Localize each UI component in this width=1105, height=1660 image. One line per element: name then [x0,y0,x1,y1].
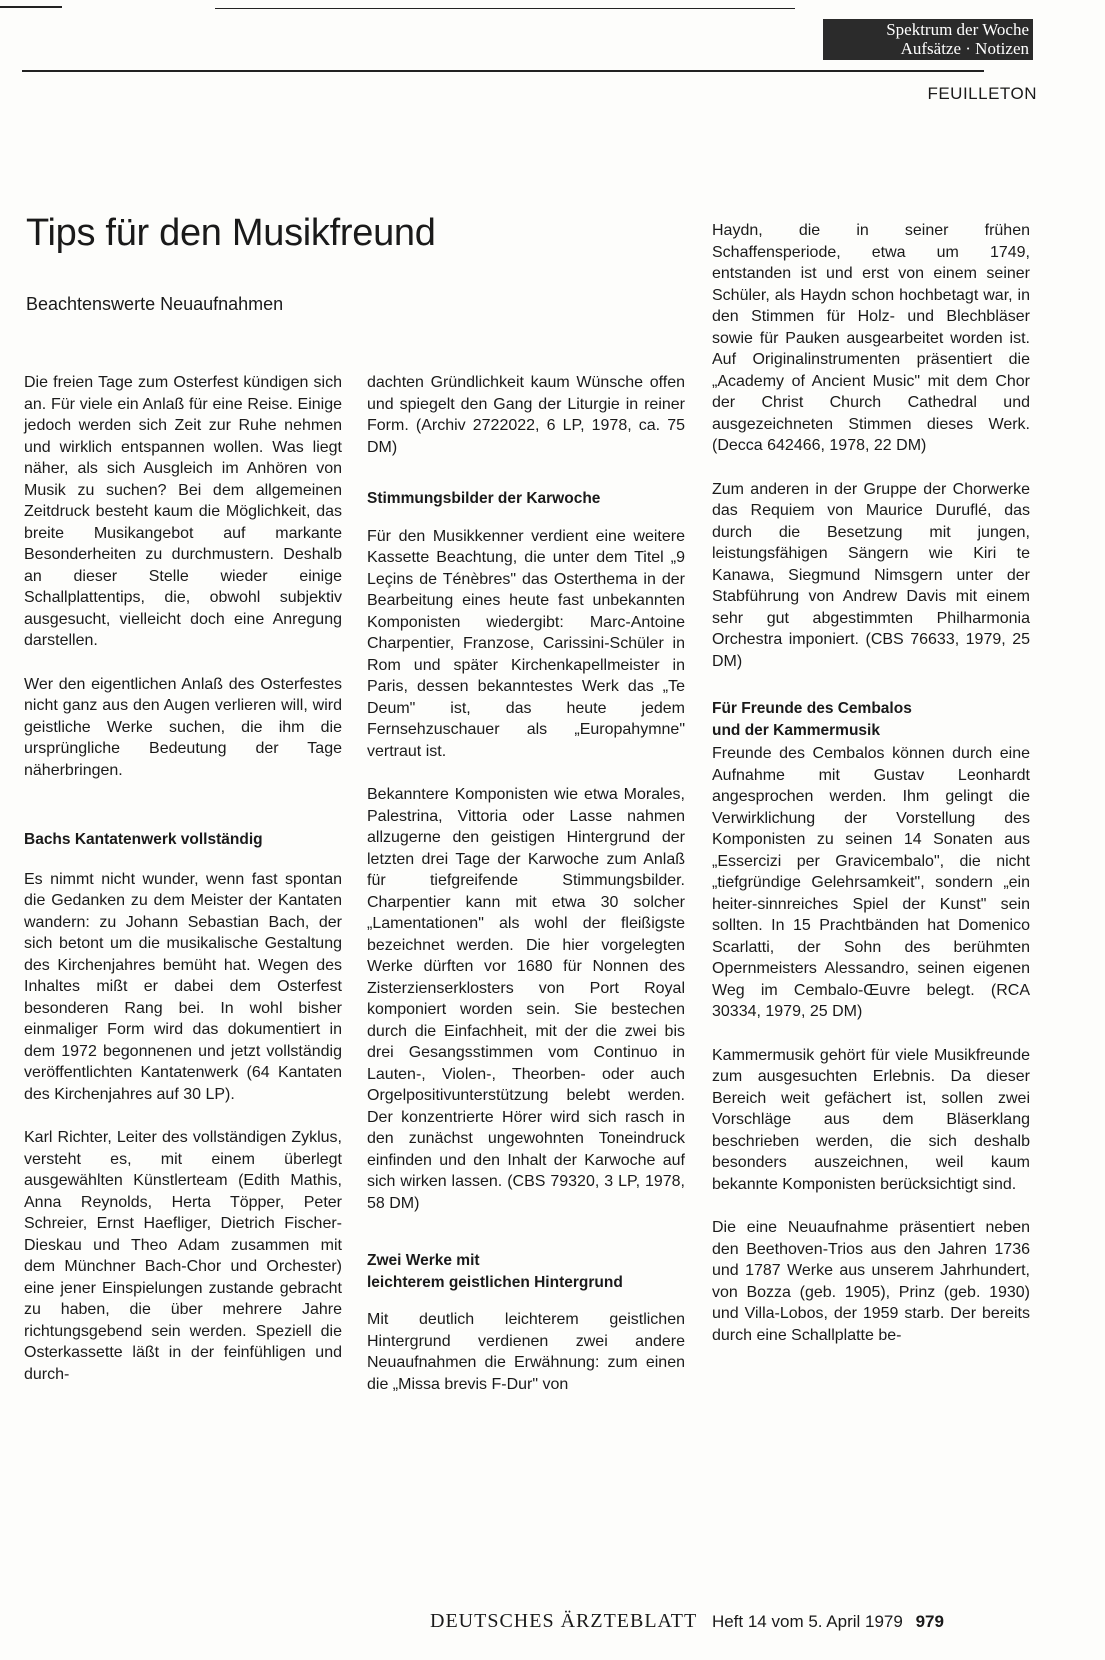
paragraph: Freunde des Cembalos können durch eine Aufnahme mit Gustav Leonhardt angesprochen werden. Ihm gelingt die Verwirklichung der Vorstellung des Komponisten zu seinen 14 Sonaten aus „Essercizi per Gravicembalo", die nicht „tiefgründige Gelehrsamkeit", sondern „ein heiter-sinnreiches Spiel der Kunst" sein sollten. In 15 Prachtbänden hat Domenico Scarlatti, der Sohn des berühmten Opernmeisters Alessandro, seinen eigenen Weg im Cembalo-Œuvre belegt. (RCA 30334, 1979, 25 DM) [712,745,1030,1020]
article-title: Tips für den Musikfreund [26,212,436,254]
paragraph: Für den Musikkenner verdient eine weitere Kassette Beachtung, die unter dem Titel „9 Leçins de Ténèbres" das Osterthema in der Bearbeitung eines heute fast unbekannten Komponisten wiedergibt: Marc-Antoine Charpentier, Franzose, Carissini-Schüler in Rom und später Kirchenkapellmeister in Paris, dessen bekanntestes Werk das „Te Deum" ist, das heute jedem Fernsehzuschauer als „Europahymne" vertraut ist. [367,527,685,760]
column-3 [712,220,1030,1346]
top-rule-center [215,8,795,9]
paragraph: Die freien Tage zum Osterfest kündigen sich an. Für viele ein Anlaß für eine Reise. Einige jedoch werden sich Zeit zur Ruhe nehmen und wirklich entspannen wollen. Was liegt näher, als sich Ausgleich im Anhören von Musik zu suchen? Bei dem allgemeinen Zeitdruck besteht kaum die Möglichkeit, das breite Musikangebot auf markante Besonderheiten zu durchmustern. Deshalb an dieser Stelle wieder einige Schallplattentips, die, obwohl subjektiv ausgesucht, vielleicht doch eine Anregung darstellen. [24,374,342,649]
paragraph: dachten Gründlichkeit kaum Wünsche offen und spiegelt den Gang der Liturgie in reiner Form. (Archiv 2722022, 6 LP, 1978, ca. 75 DM) [367,374,685,456]
header-rule [22,70,984,72]
page-footer [430,1610,944,1633]
badge-line-2: Aufsätze · Notizen [900,39,1029,58]
column-1 [24,372,342,1385]
paragraph: Bekanntere Komponisten wie etwa Morales, Palestrina, Vittoria oder Lasse nahmen allzugerne den geistigen Hintergrund der letzten drei Tage der Karwoche zum Anlaß für tiefgreifende Stimmungsbilder. Charpentier kann mit etwa 30 solcher „Lamentationen" als wohl der fleißigste bezeichnet werden. Die hier vorgelegten Werke dürften vor 1680 für Nonnen des Zisterzienserklosters von Port Royal komponiert worden sein. Sie bestechen durch die Einfachheit, mit der die zwei bis drei Gesangsstimmen vom Continuo in Lauten-, Violen-, Theorben- oder auch Orgelpositivunterstützung belebt werden. Der konzentrierte Hörer wird sich rasch in den zunächst ungewohnten Toneindruck einfinden und den Inhalt der Karwoche auf sich wirken lassen. (CBS 79320, 3 LP, 1978, 58 DM) [367,786,685,1212]
paragraph: Haydn, die in seiner frühen Schaffensperiode, etwa um 1749, entstanden ist und erst von einem seiner Schüler, als Haydn schon hochbetagt war, in den Stimmen für Holz- und Blechbläser sowie für Pauken ausgearbeitet worden ist. Auf Originalinstrumenten präsentiert die „Academy of Ancient Music" mit dem Chor der Christ Church Cathedral und ausgezeichneten Stimmen dieses Werk. (Decca 642466, 1978, 22 DM) [712,222,1030,454]
section-heading [712,698,1030,741]
heading-line-1: Zwei Werke mit [367,1252,480,1269]
journal-name: DEUTSCHES ÄRZTEBLATT [430,1610,698,1632]
paragraph: Wer den eigentlichen Anlaß des Osterfestes nicht ganz aus den Augen verlieren will, wird geistliche Werke suchen, die ihm die ursprüngliche Bedeutung der Tage näherbringen. [24,675,342,779]
section-label: FEUILLETON [927,84,1037,103]
paragraph: Kammermusik gehört für viele Musikfreunde zum ausgesuchten Erlebnis. Da dieser Bereich weit gefächert ist, sollen zwei Vorschläge aus dem Bläserklang beschrieben werden, die sich deshalb besonders auszeichnen, weil kaum bekannte Komponisten berücksichtigt sind. [712,1046,1030,1193]
paragraph: Die eine Neuaufnahme präsentiert neben den Beethoven-Trios aus den Jahren 1736 und 1787 Werke aus unserem Jahrhundert, von Bozza (geb. 1905), Prinz (geb. 1930) und Villa-Lobos, der 1959 starb. Der bereits durch eine Schallplatte be- [712,1219,1030,1344]
column-2 [367,372,685,1395]
page-number: 979 [915,1612,944,1631]
heading-line-2: und der Kammermusik [712,721,880,739]
article-subtitle: Beachtenswerte Neuaufnahmen [26,294,284,314]
heading-line-1: Für Freunde des Cembalos [712,700,912,717]
paragraph: Mit deutlich leichterem geistlichen Hintergrund verdienen zwei andere Neuaufnahmen die Erwähnung: zum einen die „Missa brevis F-Dur" von [367,1311,685,1393]
heading-line-2: leichterem geistlichen Hintergrund [367,1273,623,1291]
issue-info: Heft 14 vom 5. April 1979 [711,1612,903,1631]
badge-line-1: Spektrum der Woche [886,20,1029,39]
section-heading: Stimmungsbilder der Karwoche [367,490,601,507]
section-heading: Bachs Kantatenwerk vollständig [24,831,263,848]
paragraph: Es nimmt nicht wunder, wenn fast spontan die Gedanken zu dem Meister der Kantaten wandern: zu Johann Sebastian Bach, der sich betont um die musikalische Gestaltung des Kirchenjahres bemüht hat. Wegen des Inhaltes mißt er dabei dem Osterfest besonderen Rang bei. In wohl bisher einmaliger Form wird das dokumentiert in dem 1972 begonnenen und jetzt vollständig veröffentlichten Kantatenwerk (64 Kantaten des Kirchenjahres auf 30 LP). [24,870,342,1103]
top-rule-left [0,6,62,8]
paragraph: Karl Richter, Leiter des vollständigen Zyklus, versteht es, mit einem überlegt ausgewählten Künstlerteam (Edith Mathis, Anna Reynolds, Herta Töpper, Peter Schreier, Ernst Haefliger, Dietrich Fischer-Dieskau und Theo Adam zusammen mit dem Münchner Bach-Chor und Orchester) eine jener Einspielungen zustande gebracht zu haben, die über mehrere Jahre richtungsgebend sein werden. Speziell die Osterkassette läßt in der feinfühligen und durch- [24,1129,342,1383]
section-heading [367,1250,685,1293]
department-badge [823,19,1033,60]
paragraph: Zum anderen in der Gruppe der Chorwerke das Requiem von Maurice Duruflé, das durch die Besetzung mit jungen, leistungsfähigen Sängern wie Kiri te Kanawa, Siegmund Nimsgern unter der Stabführung von Andrew Davis mit einem sehr gut abgestimmten Philharmonia Orchestra imponiert. (CBS 76633, 1979, 25 DM) [712,480,1030,670]
